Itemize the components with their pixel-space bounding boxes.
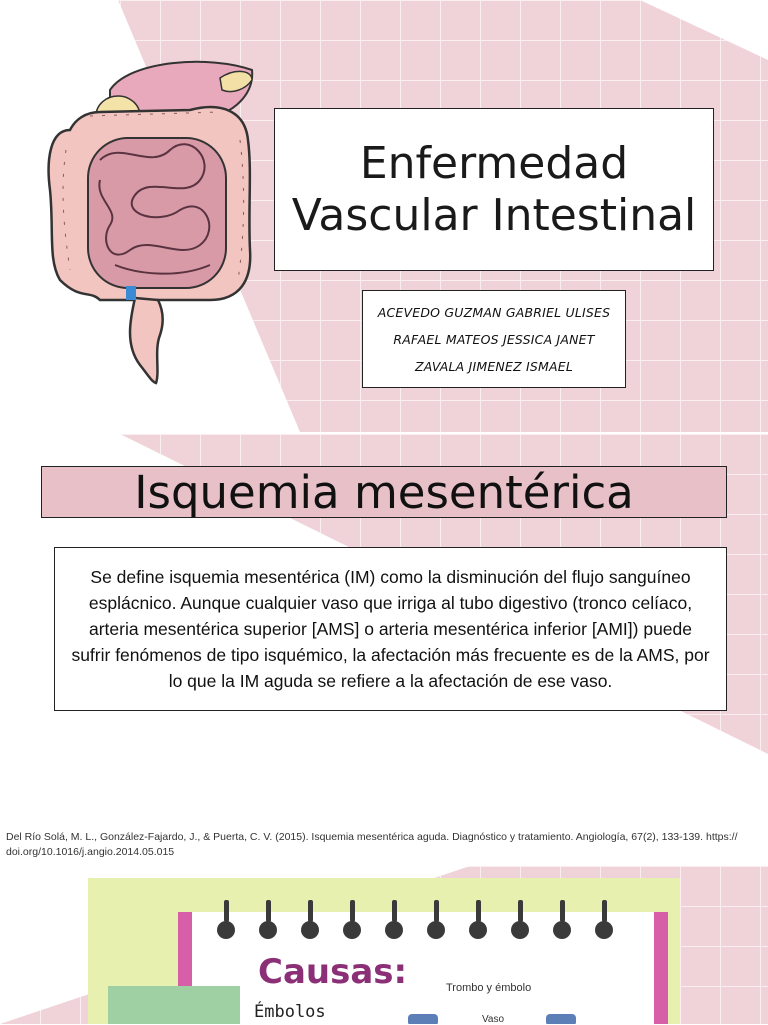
heading-band — [41, 466, 727, 518]
green-block — [108, 986, 240, 1024]
ring-icon — [385, 900, 403, 939]
ring-icon — [343, 900, 361, 939]
vessel-diagram — [404, 1010, 584, 1024]
ring-icon — [469, 900, 487, 939]
definition-text: Se define isquemia mesentérica (IM) como la disminución del flujo sanguíneo esplácnico. Aunque cualquier vaso que irriga al tubo digestivo (tronco celíaco, arteria mesentérica superior [AMS] o arteria mesentérica inferior [AMI]) puede sufrir fenómenos de tipo isquémico, la afectación más frecuente es de la AMS, por lo que la IM aguda se refiere a la afectación de ese vaso. — [71, 567, 710, 691]
author-1: ACEVEDO GUZMAN GABRIEL ULISES — [377, 304, 611, 320]
notebook-rings — [210, 896, 630, 944]
slide-title — [0, 0, 768, 432]
ring-icon — [511, 900, 529, 939]
ring-icon — [301, 900, 319, 939]
reference-citation: Del Río Solá, M. L., González-Fajardo, J., & Puerta, C. V. (2015). Isquemia mesentérica aguda. Diagnóstico y tratamiento. Angiología, 67(2), 133-139. https:// doi.org/10.1016/j.angio.2014.05.015 — [6, 831, 738, 858]
ring-icon — [595, 900, 613, 939]
ring-icon — [217, 900, 235, 939]
title-line-2: Vascular Intestinal — [291, 189, 697, 241]
section-heading: Isquemia mesentérica — [134, 465, 634, 519]
ring-icon — [553, 900, 571, 939]
title-line-1: Enfermedad — [359, 137, 629, 189]
slide-title-text — [292, 138, 697, 242]
cause-item: Émbolos — [254, 1002, 326, 1022]
ring-icon — [259, 900, 277, 939]
author-2: RAFAEL MATEOS JESSICA JANET — [393, 331, 595, 347]
authors-box — [362, 290, 626, 388]
diagram-sublabel: Vaso — [482, 1014, 505, 1025]
intestines-illustration — [40, 50, 260, 385]
definition-box — [54, 547, 727, 711]
causes-title: Causas: — [258, 952, 408, 992]
author-3: ZAVALA JIMENEZ ISMAEL — [414, 358, 574, 374]
diagram-label: Trombo y émbolo — [446, 982, 532, 994]
ring-icon — [427, 900, 445, 939]
title-box — [274, 108, 714, 271]
